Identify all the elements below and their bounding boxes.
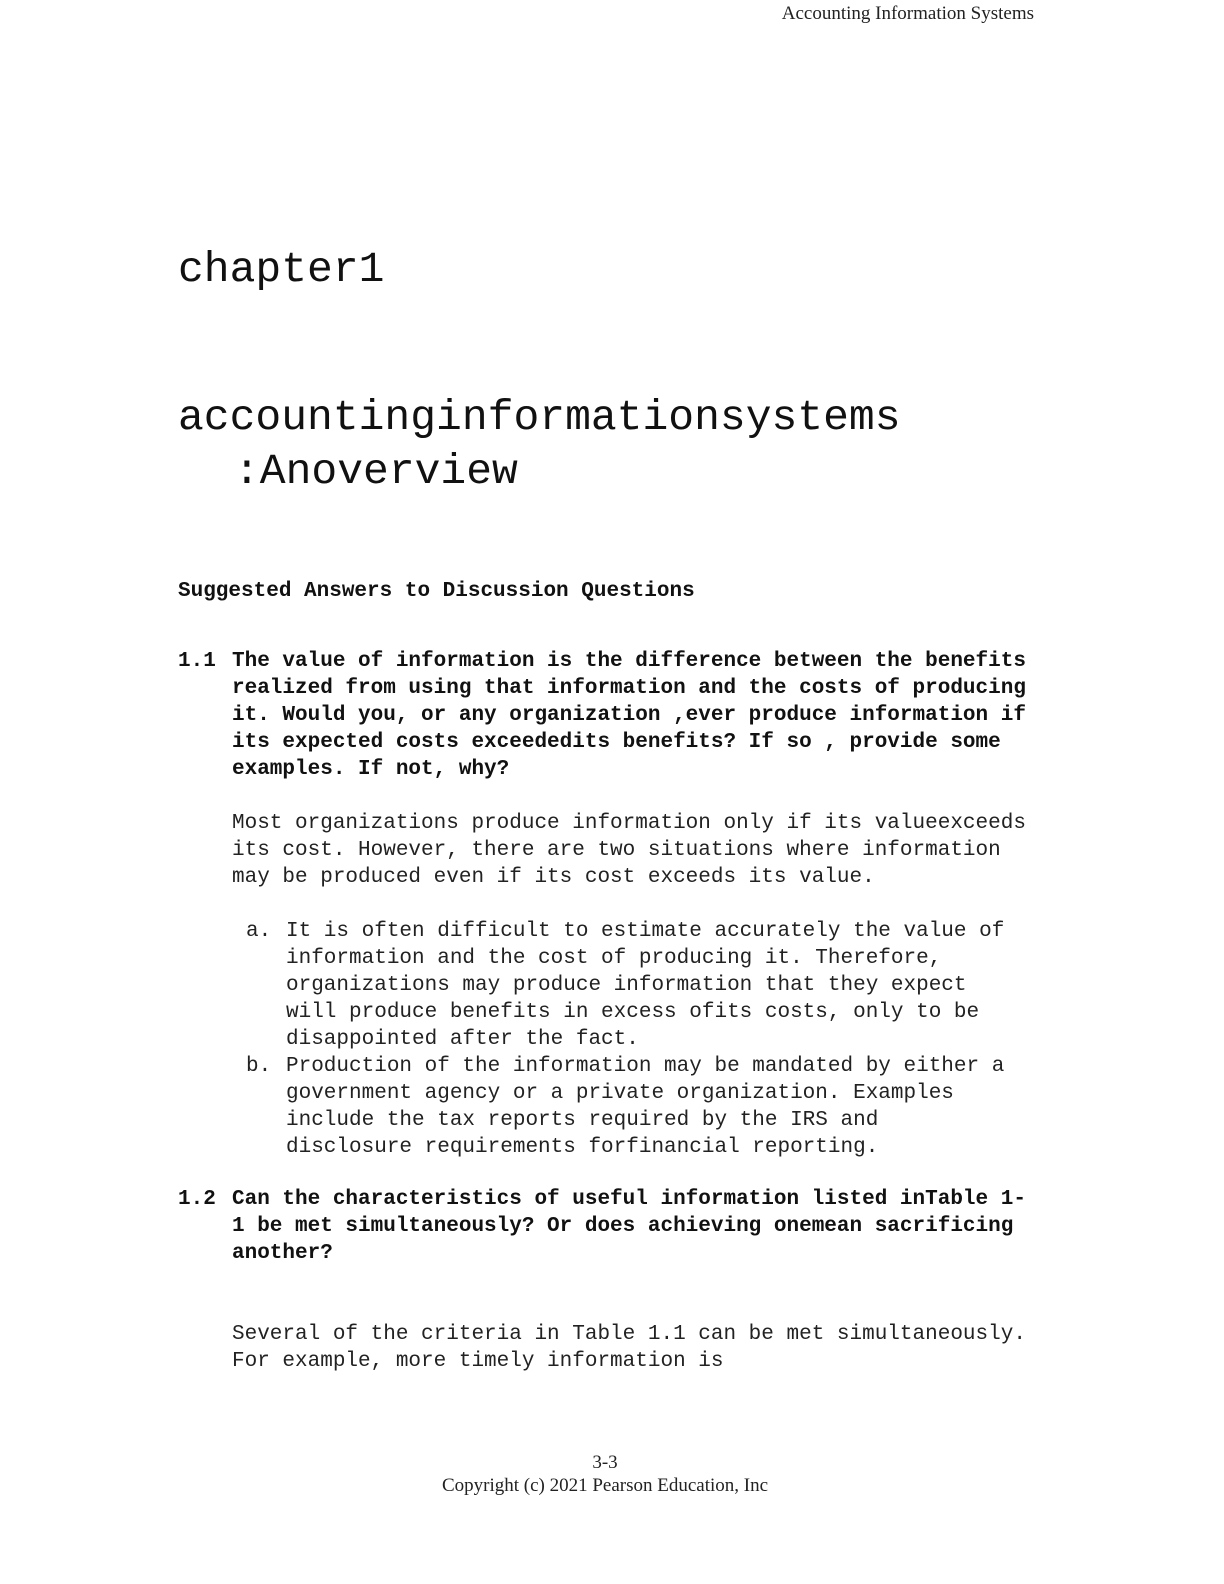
question-text: Can the characteristics of useful information listed inTable 1-1 be met simultaneously? Or does achieving onemean sacrificing another? [232, 1188, 1026, 1265]
answer-item-b [246, 1053, 1016, 1161]
chapter-title-line1: accountinginformationsystems [178, 393, 901, 442]
answer-1-1: Most organizations produce information only if its valueexceeds its cost. However, there are two situations where information may be produced even if its cost exceeds its value. [232, 812, 1026, 889]
answer-item-a [246, 918, 1016, 1053]
question-text: The value of information is the difference between the benefits realized from using that information and the costs of producing it. Would you, or any organization ,ever produce information if its expected costs exceededits benefits? If so , provide some examples. If not, why? [232, 650, 1026, 781]
copyright-notice: Copyright (c) 2021 Pearson Education, Inc [441, 1475, 769, 1496]
chapter-title [178, 391, 901, 499]
question-1-2 [178, 1186, 1028, 1267]
answer-1-2: Several of the criteria in Table 1.1 can be met simultaneously. For example, more timely information is [232, 1323, 1026, 1373]
item-text: Production of the information may be mandated by either a government agency or a private organization. Examples include the tax reports required by the IRS and disclosure requirements forfinancial reporting. [286, 1055, 1005, 1159]
item-text: It is often difficult to estimate accurately the value of information and the cost of producing it. Therefore, organizations may produce information that they expect will produce benefits in excess ofits costs, only to be disappointed after the fact. [286, 920, 1005, 1051]
item-label: a. [246, 920, 272, 943]
question-1-1 [178, 648, 1028, 783]
page-footer [0, 1451, 1210, 1497]
chapter-title-line2: :Anoverview [234, 447, 518, 496]
running-header: Accounting Information Systems [781, 3, 1034, 24]
question-number: 1.1 [178, 650, 216, 673]
chapter-label: chapter1 [178, 245, 385, 294]
question-number: 1.2 [178, 1188, 216, 1211]
section-heading: Suggested Answers to Discussion Questions [178, 580, 695, 603]
page-number: 3-3 [592, 1452, 618, 1473]
item-label: b. [246, 1055, 272, 1078]
